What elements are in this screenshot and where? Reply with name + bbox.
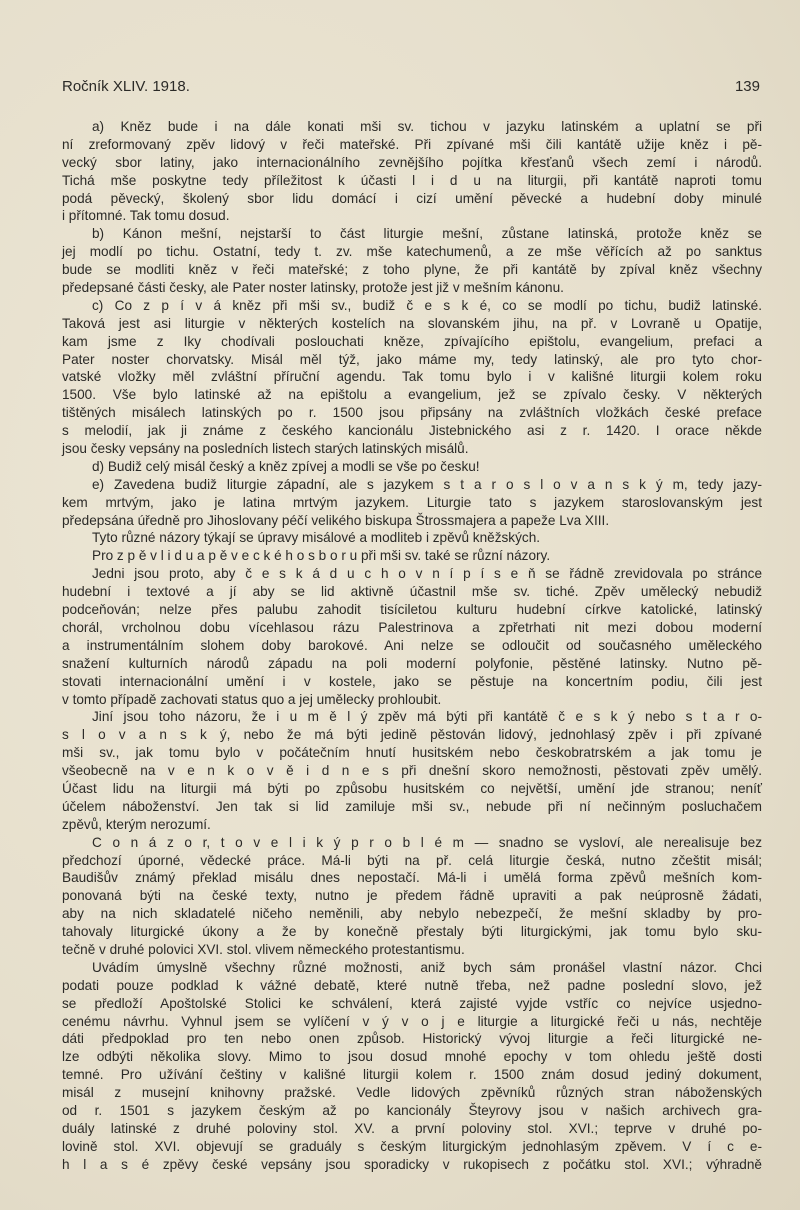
- text-line: vatské vložky měl zvláštní příruční agendu. Tak tomu bylo i v kališné liturgii kolem roku: [62, 369, 762, 385]
- text-line: aby na nich skladatelé ničeho neměnili, aby nebylo nebezpečí, že mešní skladby by pro-: [62, 906, 762, 922]
- text-line: podceňován; nelze přes palubu zahodit tisíciletou kulturu hudební církve katolické, latinský: [62, 602, 762, 618]
- text-line: bude se modliti kněz v řeči mateřské; z toho plyne, že při kantátě by zpíval kněz všechny: [62, 262, 762, 278]
- text-line: Baudišův známý překlad misálu dnes nepostačí. Má-li i umělá forma zpěvů mešních kom-: [62, 870, 762, 886]
- text-line: a instrumentálním slohem doby barokové. Ani nelze se odloučit od současného uměleckého: [62, 637, 762, 653]
- text-line: e) Zavedena budiž liturgie západní, ale s jazykem s t a r o s l o v a n s k ý m, tedy jazy-: [92, 476, 762, 492]
- text-line: h l a s é zpěvy české vepsány jsou sporadicky v rukopisech z počátku stol. XVI.; výhradně: [62, 1156, 762, 1172]
- text-line: hudební i textové a jí aby se lid aktivně účastnil mše sv. tiché. Zpěv umělecký nebudiž: [62, 584, 762, 600]
- text-line: Uvádím úmyslně všechny různé možnosti, aniž bych sám pronášel vlastní názor. Chci: [92, 959, 762, 975]
- text-line: předepsané části česky, ale Pater noster latinsky, protože jest již v mešním kánonu.: [62, 280, 564, 296]
- text-line: lovině stol. XVI. objevují se graduály s českým liturgickým jednohlasým zpěvem. V í c e-: [62, 1138, 762, 1154]
- text-line: chorál, vrcholnou dobu vícehlasou rázu Palestrinova a zpřetrhati nit mezi dobou moderní: [62, 619, 762, 635]
- text-line: předepsána úředně pro Jihoslovany péčí velikého biskupa Štrossmajera a papeže Lva XIII.: [62, 512, 610, 528]
- page-number: 139: [734, 78, 760, 95]
- text-line: misál z musejní knihovny pražské. Vedle lidových zpěvníků různých stran náboženských: [62, 1085, 762, 1101]
- paragraph: [62, 476, 762, 530]
- text-line: Pater noster chorvatsky. Misál měl týž, jako máme my, tedy latinský, ale pro tyto chor-: [62, 351, 762, 367]
- text-line: ní zreformovaný zpěv lidový v řeči mateřské. Při zpívané mši čili kantátě užije kněz i pě-: [62, 136, 762, 152]
- text-line: kam jsme z Iky chodívali poslouchati kněze, zpívajícího epištolu, evangelium, prefaci a: [62, 333, 762, 349]
- text-line: C o n á z o r, t o v e l i k ý p r o b l é m — snadno se vysloví, ale nerealisuje bez: [92, 834, 762, 850]
- running-title: Ročník XLIV. 1918.: [62, 78, 190, 95]
- text-line: předchozí úporné, vědecké práce. Má-li býti na př. celá liturgie česká, nutno zčeštit misál;: [62, 852, 762, 868]
- text-line: tahovaly liturgické úkony a že by konečně přestaly býti liturgickými, jak tomu bylo sku-: [62, 924, 762, 940]
- text-line: Jedni jsou proto, aby č e s k á d u c h o v n í p í s e ň se řádně zrevidovala po stránce: [92, 566, 762, 582]
- paragraph: [62, 118, 762, 225]
- text-line: Taková jest asi liturgie v některých kostelích na slovanském jihu, na př. v Lovraně u Opatije,: [62, 315, 762, 331]
- text-line: duály latinské z druhé poloviny stol. XV. a první poloviny stol. XVI.; teprve v druhé po-: [62, 1120, 762, 1136]
- text-line: účelem náboženství. Jen tak si lid zamiluje mši sv., nebude při ní nečinným posluchačem: [62, 798, 762, 814]
- text-line: mši sv., jak tomu bylo v počátečním hnutí husitském nebo českobratrském a jak tomu je: [62, 745, 762, 761]
- text-line: Pro z p ě v l i d u a p ě v e c k é h o s b o r u při mši sv. také se různí názory.: [92, 548, 551, 564]
- text-line: b) Kánon mešní, nejstarší to část liturgie mešní, zůstane latinská, protože kněz se: [92, 226, 762, 242]
- paragraph: [62, 834, 762, 959]
- text-line: tečně v druhé polovici XVI. stol. vlivem německého protestantismu.: [62, 941, 465, 957]
- text-line: cenému návrhu. Vyhnul jsem se vylíčení v ý v o j e liturgie a liturgické řeči u nás, nechtěje: [62, 1013, 762, 1029]
- text-line: od r. 1501 s jazykem českým až po kancionály Šteyrovy jsou v našich archivech gra-: [62, 1102, 762, 1118]
- text-line: c) Co z p í v á kněz při mši sv., budiž č e s k é, co se modlí po tichu, budiž latinské.: [92, 297, 762, 313]
- text-line: a) Kněz bude i na dále konati mši sv. tichou v jazyku latinském a uplatní se při: [92, 119, 762, 134]
- paragraph: [62, 529, 762, 547]
- text-line: Jiní jsou toho názoru, že i u m ě l ý zpěv má býti při kantátě č e s k ý nebo s t a r o-: [92, 709, 762, 725]
- text-line: temné. Pro užívání češtiny v kališné liturgii kolem r. 1500 znám dosud jediný dokument,: [62, 1067, 762, 1083]
- text-line: d) Budiž celý misál český a kněz zpívej a modli se vše po česku!: [92, 458, 480, 474]
- text-line: Tichá mše poskytne tedy příležitost k účasti l i d u na liturgii, při kantátě naproti tomu: [62, 172, 762, 188]
- paragraph: [62, 297, 762, 458]
- text-line: jej modlí po tichu. Ostatní, tedy t. zv. mše katechumenů, a ze mše věřících až po sanktus: [62, 244, 762, 260]
- paragraph: [62, 547, 762, 565]
- text-line: podati pouze podklad k vážné debatě, které nutně třeba, než padne poslední slovo, jež: [62, 977, 762, 993]
- text-line: kem mrtvým, jako je latina mrtvým jazykem. Liturgie tato s jazykem staroslovanským jest: [62, 494, 762, 510]
- text-line: Účast lidu na liturgii má býti po způsobu husitském co největší, umění jde stranou; neníť: [62, 780, 762, 796]
- paragraph: [62, 458, 762, 476]
- paragraph: [62, 959, 762, 1174]
- text-line: s l o v a n s k ý, nebo že má býti jedině pěstován lidový, jednohlasý zpěv i při zpívané: [62, 727, 762, 743]
- text-line: snažení kulturních národů západu na poli moderní polyfonie, pěstěné latinsky. Nutno pě-: [62, 655, 762, 671]
- text-line: stovati internacionální umění i v kostele, jako se pěstuje na koncertním podiu, čili jest: [62, 673, 762, 689]
- paragraph: [62, 225, 762, 297]
- paragraph: [62, 708, 762, 833]
- text-line: ponovaná býti na české texty, nutno je předem řádně upraviti a pak neúprosně žádati,: [62, 888, 762, 904]
- page-header: [62, 78, 760, 98]
- text-line: jsou česky vepsány na posledních listech starých latinských misálů.: [62, 441, 469, 457]
- text-line: všeobecně na v e n k o v ě i d n e s při dnešní skoro nemožnosti, pěstovati zpěv umělý.: [62, 763, 762, 779]
- text-line: vecký sbor latiny, jako internacionálního zevnějšího pojítka křesťanů všech zemí i národů.: [62, 154, 762, 170]
- text-line: se předloží Apoštolské Stolici ke schválení, která zajisté vyjde vstříc co nejvíce usjedno-: [62, 995, 762, 1011]
- article-body: [62, 118, 762, 1174]
- text-line: zpěvů, kterým nerozumí.: [62, 816, 211, 832]
- text-line: lze odbýti několika slovy. Mimo to jsou dosud mnohé epochy v tom ohledu ještě dosti: [62, 1049, 762, 1065]
- text-line: v tomto případě zachovati status quo a jej umělecky prohloubit.: [62, 691, 442, 707]
- text-line: i přítomné. Tak tomu dosud.: [62, 208, 230, 224]
- paragraph: [62, 565, 762, 708]
- text-line: podá pěvecký, školený sbor lidu domácí i cizí umění pěvecké a hudební doby minulé: [62, 190, 762, 206]
- text-line: dáti předpoklad pro ten nebo onen způsob. Historický vývoj liturgie a řeči liturgické ne-: [62, 1031, 762, 1047]
- text-line: 1500. Vše bylo latinské až na epištolu a evangelium, jež se zpívalo česky. V některých: [62, 387, 762, 403]
- text-line: tištěných misálech latinských po r. 1500 jsou připsány na zvláštních vložkách české preface: [62, 405, 762, 421]
- text-line: s melodií, jak ji známe z českého kancionálu Jistebnického asi z r. 1420. I orace někde: [62, 423, 762, 439]
- text-line: Tyto různé názory týkají se úpravy misálové a modliteb i zpěvů kněžských.: [92, 530, 541, 546]
